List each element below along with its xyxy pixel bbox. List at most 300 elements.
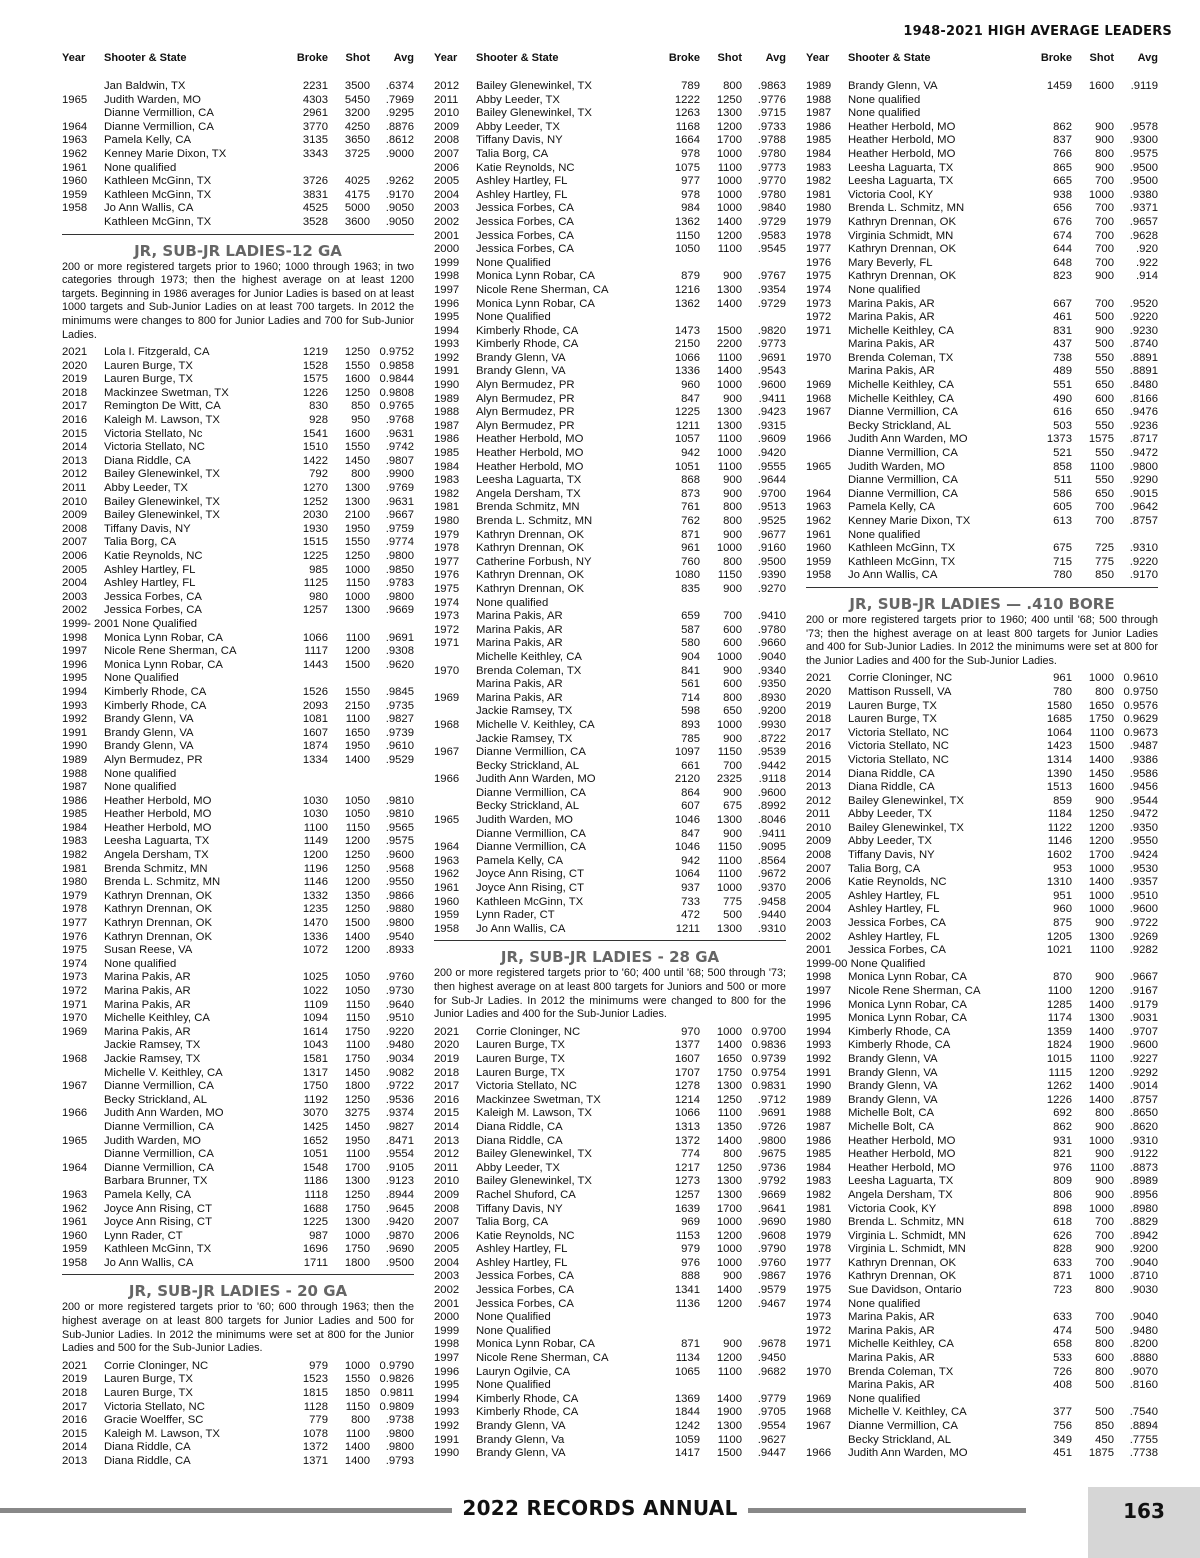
cell-shot: 900: [1095, 971, 1114, 984]
table-row: [62, 1094, 414, 1108]
cell-shooter: Dianne Vermillion, CA: [848, 487, 958, 500]
cell-avg: .9780: [757, 188, 786, 201]
cell-shot: 600: [723, 678, 742, 691]
cell-shooter: Marina Pakis, AR: [848, 1379, 935, 1392]
section-note: 200 or more registered targets prior to 1960; 400 until '68; 500 through '73; then the highest average on at least 800 targets for Junior Ladies and 400 for Sub-Junior Ladies. In 2012 the minimums were set at 800 for the Junior Ladies and 400 for the Sub-Junior Ladies.: [806, 613, 1158, 667]
cell-year: [806, 338, 848, 352]
table-row: [806, 1257, 1158, 1271]
cell-avg: .9292: [1129, 1066, 1158, 1079]
cell-shooter: Rachel Shuford, CA: [476, 1188, 576, 1201]
cell-broke: 1336: [302, 930, 328, 943]
cell-shot: 800: [1095, 1338, 1114, 1351]
cell-shot: 1300: [344, 1175, 370, 1188]
cell-year: 1964: [806, 487, 832, 500]
cell-year: [62, 216, 104, 230]
cell-year: 1989: [806, 80, 832, 92]
cell-shot: [1072, 107, 1114, 121]
cell-shooter: Ashley Hartley, FL: [104, 563, 196, 576]
cell-broke: 1548: [302, 1161, 328, 1174]
cell-broke: 598: [681, 705, 700, 718]
table-row: [434, 1026, 786, 1040]
cell-shot: 3650: [344, 134, 370, 147]
cell-year: 1994: [434, 1392, 460, 1405]
cell-broke: 2150: [674, 338, 700, 351]
table-row: [62, 162, 414, 176]
cell-year: 1993: [806, 1039, 832, 1052]
cell-avg: .9675: [757, 1148, 786, 1161]
table-row: [434, 1406, 786, 1420]
cell-shooter: Lauren Burge, TX: [104, 1373, 193, 1386]
table-row: [806, 243, 1158, 257]
cell-shooter: Jo Ann Wallis, CA: [104, 202, 194, 215]
table-row: [434, 923, 786, 937]
cell-year: 1992: [62, 713, 88, 726]
table-row: [434, 202, 786, 216]
cell-broke: 1750: [302, 1080, 328, 1093]
cell-shot: 1250: [344, 849, 370, 862]
cell-shot: 700: [1095, 243, 1114, 256]
table-row: [434, 1189, 786, 1203]
cell-year: 2013: [806, 781, 832, 794]
cell-broke: [652, 1325, 700, 1339]
table-row: [806, 1325, 1158, 1339]
table-row: [806, 1067, 1158, 1081]
cell-shooter: Victoria Stellato, NC: [848, 753, 949, 766]
cell-year: 2008: [806, 849, 832, 862]
cell-shooter: Kathryn Drennan, OK: [104, 917, 213, 930]
table-row: [434, 1216, 786, 1230]
cell-shooter: Ashley Hartley, FL: [476, 1256, 568, 1269]
cell-shooter: Kathleen McGinn, TX: [104, 1243, 212, 1256]
cell-shot: 1100: [1089, 944, 1114, 957]
cell-avg: .9678: [757, 1338, 786, 1351]
cell-broke: 977: [681, 175, 700, 188]
cell-avg: .9220: [385, 1025, 414, 1038]
table-row: [62, 822, 414, 836]
cell-avg: .9880: [385, 903, 414, 916]
cell-shot: 1700: [344, 1161, 370, 1174]
cell-broke: 1066: [674, 1107, 700, 1120]
cell-avg: [742, 1325, 786, 1339]
cell-broke: 489: [1053, 365, 1072, 378]
cell-avg: .9583: [757, 229, 786, 242]
cell-shot: 2325: [716, 773, 742, 786]
cell-broke: 893: [681, 718, 700, 731]
cell-avg: .9420: [757, 447, 786, 460]
cell-broke: 1313: [674, 1120, 700, 1133]
cell-broke: 1216: [674, 283, 700, 296]
cell-avg: .8650: [1129, 1107, 1158, 1120]
table-row: [806, 569, 1158, 583]
cell-shooter: Dianne Vermillion, CA: [848, 406, 958, 419]
cell-broke: 960: [1053, 903, 1072, 916]
table-row: [434, 1447, 786, 1461]
cell-avg: .9270: [757, 582, 786, 595]
cell-avg: .9525: [757, 515, 786, 527]
cell-shooter: Dianne Vermillion, CA: [104, 107, 214, 120]
cell-shot: 1400: [716, 297, 742, 310]
cell-shooter: None qualified: [848, 1297, 921, 1310]
cell-year: 1997: [62, 645, 88, 658]
cell-year: 1969: [806, 1392, 832, 1405]
table-row: [806, 1420, 1158, 1434]
cell-shooter: Mattison Russell, VA: [848, 685, 952, 698]
cell-avg: .9095: [757, 841, 786, 854]
cell-shooter: Becky Strickland, AL: [476, 800, 579, 813]
cell-broke: 858: [1053, 460, 1072, 473]
cell-shooter: Joyce Ann Rising, CT: [476, 882, 584, 895]
table-row: [62, 727, 414, 741]
cell-broke: 1080: [674, 569, 700, 582]
cell-broke: 616: [1053, 406, 1072, 419]
table-row: [434, 814, 786, 828]
cell-shooter: Kathryn Drennan, OK: [104, 889, 213, 902]
cell-shot: 1200: [716, 120, 742, 133]
cell-broke: 976: [681, 1256, 700, 1269]
cell-year: 1968: [806, 392, 832, 405]
cell-year: 1968: [434, 718, 460, 731]
cell-broke: 3343: [302, 147, 328, 160]
cell-shot: [328, 768, 370, 782]
cell-avg: .9230: [1129, 324, 1158, 337]
table-row: [434, 597, 786, 611]
cell-broke: 1051: [302, 1148, 328, 1161]
cell-shooter: Victoria Stellato, Nc: [104, 427, 203, 440]
cell-year: 1994: [62, 685, 88, 698]
cell-shot: 1400: [716, 215, 742, 228]
cell-year: 1967: [434, 746, 460, 759]
table-row: [806, 727, 1158, 741]
cell-avg: .9420: [385, 1216, 414, 1229]
cell-shot: 800: [351, 1414, 370, 1427]
table-row: [806, 1406, 1158, 1420]
cell-shooter: Brenda Coleman, TX: [848, 1365, 954, 1378]
cell-shot: 1150: [345, 998, 370, 1011]
cell-broke: 1217: [674, 1161, 700, 1174]
cell-shooter: Dianne Vermillion, CA: [104, 1161, 214, 1174]
cell-shooter: Bailey Glenewinkel, TX: [476, 80, 592, 92]
cell-avg: 0.9809: [379, 1400, 414, 1413]
cell-avg: .7969: [385, 93, 414, 106]
cell-year: 1982: [434, 487, 460, 500]
cell-shooter: Susan Reese, VA: [104, 944, 193, 957]
cell-year: 2010: [434, 1175, 460, 1188]
cell-shooter: Bailey Glenewinkel, TX: [476, 107, 592, 120]
cell-broke: [652, 1379, 700, 1393]
cell-year: 2000: [434, 1311, 460, 1324]
cell-year: 1972: [806, 1324, 832, 1337]
cell-broke: 978: [681, 188, 700, 201]
cell-broke: 980: [309, 590, 328, 603]
cell-broke: [280, 162, 328, 176]
cell-broke: 1046: [674, 841, 700, 854]
table-row: [806, 515, 1158, 529]
cell-shooter: Pamela Kelly, CA: [848, 501, 936, 514]
cell-shot: 3200: [344, 107, 370, 120]
cell-year: 1971: [434, 637, 460, 650]
cell-avg: .9227: [1129, 1052, 1158, 1065]
cell-shot: 1100: [345, 1148, 370, 1161]
cell-year: [806, 365, 848, 379]
cell-year: 1980: [434, 515, 460, 527]
cell-broke: 1688: [302, 1202, 328, 1215]
cell-shot: 1500: [344, 658, 370, 671]
table-row: [806, 148, 1158, 162]
cell-broke: 1664: [674, 134, 700, 147]
table-row: [62, 1067, 414, 1081]
cell-year: 1979: [806, 1229, 832, 1242]
cell-shooter: Michelle Keithley, CA: [104, 1012, 210, 1025]
table-row: [806, 338, 1158, 352]
cell-shot: 1750: [344, 1202, 370, 1215]
cell-avg: .9295: [385, 107, 414, 120]
cell-avg: .8722: [757, 732, 786, 745]
cell-shot: 1100: [717, 161, 742, 174]
cell-broke: 1196: [303, 862, 328, 875]
table-row: [806, 781, 1158, 795]
table-row: [434, 760, 786, 774]
cell-avg: .9733: [757, 120, 786, 133]
cell-year: 1990: [434, 1447, 460, 1460]
footer-rule-right: [748, 1508, 1026, 1513]
cell-shot: 850: [1095, 569, 1114, 582]
cell-year: [806, 420, 848, 434]
cell-shooter: Brandy Glenn, VA: [104, 713, 194, 726]
cell-avg: .9530: [1129, 862, 1158, 875]
cell-broke: 942: [681, 854, 700, 867]
cell-shot: 1100: [1089, 726, 1114, 739]
cell-shot: 700: [1095, 297, 1114, 310]
cell-broke: 715: [1053, 555, 1072, 568]
cell-shooter: Brenda L. Schmitz, MN: [476, 515, 593, 527]
table-row: [434, 1243, 786, 1257]
cell-avg: .8880: [1129, 1352, 1158, 1365]
cell-avg: .9476: [1129, 406, 1158, 419]
cell-year: 1998: [806, 971, 832, 984]
cell-year: 1981: [434, 501, 460, 514]
cell-year: 1966: [806, 1447, 832, 1460]
cell-avg: .9480: [385, 1039, 414, 1052]
cell-year: 1984: [806, 1161, 832, 1174]
cell-avg: 0.9831: [751, 1080, 786, 1093]
cell-year: 1974: [434, 596, 460, 609]
cell-year: [62, 107, 104, 121]
cell-year: 1964: [62, 120, 88, 133]
cell-broke: 828: [1053, 1243, 1072, 1256]
cell-year: 2005: [434, 1243, 460, 1256]
cell-year: 2015: [62, 1427, 88, 1440]
table-row: [62, 400, 414, 414]
cell-year: [806, 1434, 848, 1448]
cell-shooter: Corrie Cloninger, NC: [848, 672, 953, 685]
cell-year: [434, 678, 476, 692]
cell-shot: 600: [723, 623, 742, 636]
cell-avg: .922: [1136, 256, 1158, 269]
cell-shot: 1000: [716, 650, 742, 663]
cell-avg: .9000: [385, 147, 414, 160]
cell-year: 1978: [806, 1243, 832, 1256]
cell-shooter: Joyce Ann Rising, CT: [104, 1216, 212, 1229]
header-name: Shooter & State: [476, 52, 559, 64]
cell-shooter: Virginia L. Schmidt, MN: [848, 1243, 966, 1256]
cell-shooter: Kathryn Drennan, OK: [848, 215, 957, 228]
cell-shooter: Abby Leeder, TX: [104, 482, 188, 495]
cell-broke: 1064: [1046, 726, 1072, 739]
table-row: [434, 162, 786, 176]
cell-shot: 1600: [1088, 80, 1114, 92]
table-row: [434, 1366, 786, 1380]
table-row: [434, 1053, 786, 1067]
cell-broke: 987: [309, 1229, 328, 1242]
cell-avg: 0.9673: [1123, 726, 1158, 739]
table-row: [62, 713, 414, 727]
cell-broke: 587: [681, 623, 700, 636]
cell-shooter: Kathleen McGinn, TX: [104, 175, 212, 188]
cell-avg: [742, 257, 786, 271]
cell-year: 2014: [62, 1441, 88, 1454]
cell-year: 1998: [434, 270, 460, 283]
cell-avg: .9641: [757, 1202, 786, 1215]
table-row: [806, 713, 1158, 727]
cell-broke: 792: [309, 468, 328, 481]
cell-shooter: Joyce Ann Rising, CT: [476, 868, 584, 881]
cell-shooter: Kaleigh M. Lawson, TX: [104, 414, 220, 427]
cell-shot: 1100: [345, 1427, 370, 1440]
cell-broke: 551: [1053, 379, 1072, 392]
cell-avg: .9380: [1129, 188, 1158, 201]
cell-broke: 1200: [302, 849, 328, 862]
table-row: [62, 645, 414, 659]
cell-shooter: Dianne Vermillion, CA: [476, 746, 586, 759]
cell-avg: .9900: [385, 468, 414, 481]
cell-broke: 978: [681, 147, 700, 160]
table-row: [434, 1162, 786, 1176]
cell-broke: 1109: [303, 998, 328, 1011]
cell-broke: 618: [1053, 1216, 1072, 1229]
cell-avg: .9555: [757, 460, 786, 473]
cell-avg: .914: [1136, 270, 1158, 283]
cell-broke: 809: [1053, 1175, 1072, 1188]
cell-avg: .9645: [385, 1202, 414, 1215]
cell-shooter: Leesha Laguarta, TX: [848, 175, 954, 188]
cell-year: 1985: [62, 808, 88, 821]
table-row: [806, 958, 1158, 972]
cell-year: 2012: [62, 468, 88, 481]
cell-year: [62, 1067, 104, 1081]
table-row: [806, 1379, 1158, 1393]
page-header-title: 1948-2021 HIGH AVERAGE LEADERS: [903, 24, 1172, 39]
cell-shot: 1000: [344, 590, 370, 603]
cell-shot: 1050: [344, 971, 370, 984]
cell-avg: .9520: [1129, 297, 1158, 310]
table-row: [806, 298, 1158, 312]
cell-year: 2007: [62, 536, 88, 549]
cell-avg: .9627: [757, 1433, 786, 1446]
cell-year: 1995: [434, 311, 460, 324]
cell-year: 1958: [62, 202, 88, 215]
cell-broke: 806: [1053, 1188, 1072, 1201]
table-row: [62, 808, 414, 822]
cell-shooter: Nicole Rene Sherman, CA: [476, 283, 609, 296]
cell-shooter: Marina Pakis, AR: [848, 1311, 935, 1324]
cell-broke: 667: [1053, 297, 1072, 310]
column-3: [806, 50, 1158, 1461]
table-row: [434, 365, 786, 379]
table-row: [806, 1162, 1158, 1176]
cell-broke: 931: [1053, 1134, 1072, 1147]
cell-shot: 950: [351, 414, 370, 427]
cell-shooter: Marina Pakis, AR: [848, 1324, 935, 1337]
cell-avg: .9776: [757, 93, 786, 106]
cell-avg: .8980: [1129, 1202, 1158, 1215]
cell-shot: 1100: [717, 351, 742, 364]
cell-avg: .9760: [385, 971, 414, 984]
cell-year: [434, 705, 476, 719]
cell-year: 1969: [62, 1025, 88, 1038]
cell-shot: 700: [1095, 256, 1114, 269]
cell-shot: 900: [723, 1270, 742, 1283]
cell-shooter: Monica Lynn Robar, CA: [848, 1012, 967, 1025]
table-row: [806, 1148, 1158, 1162]
cell-avg: [742, 597, 786, 611]
cell-avg: [1114, 107, 1158, 121]
cell-year: 1960: [62, 1229, 88, 1242]
cell-broke: 2030: [302, 509, 328, 522]
cell-avg: [742, 1311, 786, 1325]
cell-shooter: Marina Pakis, AR: [848, 1352, 935, 1365]
cell-year: 1975: [806, 270, 832, 283]
cell-broke: 3135: [302, 134, 328, 147]
cell-shooter: Heather Herbold, MO: [848, 1134, 956, 1147]
cell-shooter: Becky Strickland, AL: [848, 419, 951, 432]
cell-shot: 1400: [1088, 1080, 1114, 1093]
cell-avg: .8757: [1129, 1093, 1158, 1106]
cell-year: 1990: [806, 1080, 832, 1093]
cell-avg: .9200: [757, 705, 786, 718]
cell-broke: 1515: [302, 536, 328, 549]
cell-year: 2001: [434, 1297, 460, 1310]
table-row: [62, 768, 414, 782]
cell-shot: 675: [723, 800, 742, 813]
cell-shot: 4250: [344, 120, 370, 133]
cell-avg: .9575: [1129, 147, 1158, 160]
cell-year: 2008: [434, 134, 460, 147]
cell-year: 1997: [806, 985, 832, 997]
cell-avg: .9236: [1129, 419, 1158, 432]
cell-avg: .9118: [758, 773, 786, 786]
cell-year: 1973: [806, 297, 832, 310]
cell-broke: 984: [681, 202, 700, 215]
cell-shot: 550: [1095, 365, 1114, 378]
cell-year: [806, 1379, 848, 1393]
cell-shot: 1550: [344, 536, 370, 549]
cell-avg: .6374: [385, 80, 414, 92]
cell-shot: 1150: [345, 821, 370, 834]
cell-year: 2014: [434, 1120, 460, 1133]
cell-year: 1995: [62, 672, 88, 685]
header-broke: Broke: [668, 52, 700, 64]
cell-broke: 1652: [302, 1134, 328, 1147]
cell-year: 1962: [806, 515, 832, 527]
table-row: [62, 523, 414, 537]
cell-shot: 1700: [716, 1202, 742, 1215]
cell-avg: 0.9790: [379, 1359, 414, 1372]
cell-broke: 3070: [302, 1107, 328, 1120]
section-note: 200 or more registered targets prior to 1960; 1000 through 1963; in two categories through 1973; then the highest average on at least 1200 targets. Beginning in 1986 averages for Junior Ladies is based on at least 1000 targets and Sub-Junior Ladies on at least 700 targets. In 2012 the minimums were changes to 800 for Junior Ladies and 700 for Sub-Junior Ladies.: [62, 260, 414, 341]
cell-broke: 847: [681, 392, 700, 405]
cell-avg: 0.9739: [751, 1052, 786, 1065]
cell-shot: 1200: [716, 1297, 742, 1310]
